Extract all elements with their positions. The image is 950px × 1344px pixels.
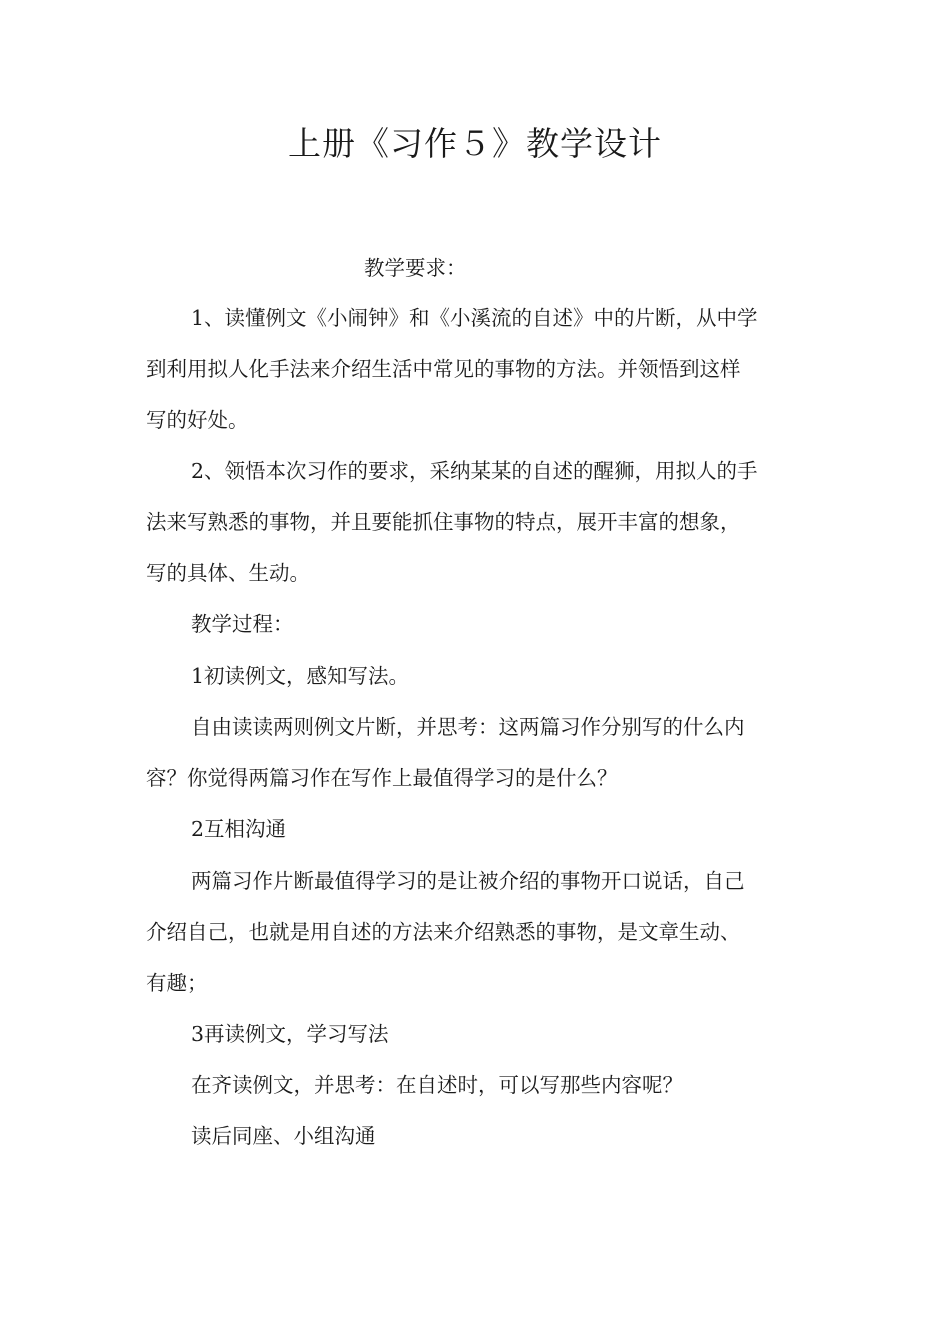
section-heading-process: 教学过程： — [191, 612, 294, 636]
paragraph-line: 在齐读例文，并思考：在自述时，可以写那些内容呢？ — [191, 1073, 683, 1097]
paragraph-line: 写的具体、生动。 — [146, 561, 310, 585]
paragraph-line: 读后同座、小组沟通 — [191, 1124, 376, 1148]
paragraph-line: 写的好处。 — [146, 408, 249, 432]
paragraph-line: 容？你觉得两篇习作在写作上最值得学习的是什么？ — [146, 766, 618, 790]
paragraph-line: 到利用拟人化手法来介绍生活中常见的事物的方法。并领悟到这样 — [146, 357, 741, 381]
paragraph-line: 2、领悟本次习作的要求，采纳某某的自述的醒狮，用拟人的手 — [191, 459, 758, 483]
paragraph-line: 自由读读两则例文片断，并思考：这两篇习作分别写的什么内 — [191, 715, 745, 739]
paragraph-line: 法来写熟悉的事物，并且要能抓住事物的特点，展开丰富的想象， — [146, 510, 741, 534]
section-heading-requirements: 教学要求： — [364, 256, 467, 280]
step-heading: 3再读例文，学习写法 — [191, 1022, 389, 1046]
paragraph-line: 两篇习作片断最值得学习的是让被介绍的事物开口说话，自己 — [191, 869, 745, 893]
step-heading: 1初读例文，感知写法。 — [191, 664, 410, 688]
paragraph-line: 介绍自己，也就是用自述的方法来介绍熟悉的事物，是文章生动、 — [146, 920, 741, 944]
step-heading: 2互相沟通 — [191, 817, 287, 841]
paragraph-line: 1、读懂例文《小闹钟》和《小溪流的自述》中的片断，从中学 — [191, 306, 758, 330]
page-title: 上册《习作５》教学设计 — [288, 124, 662, 163]
paragraph-line: 有趣； — [146, 971, 208, 995]
